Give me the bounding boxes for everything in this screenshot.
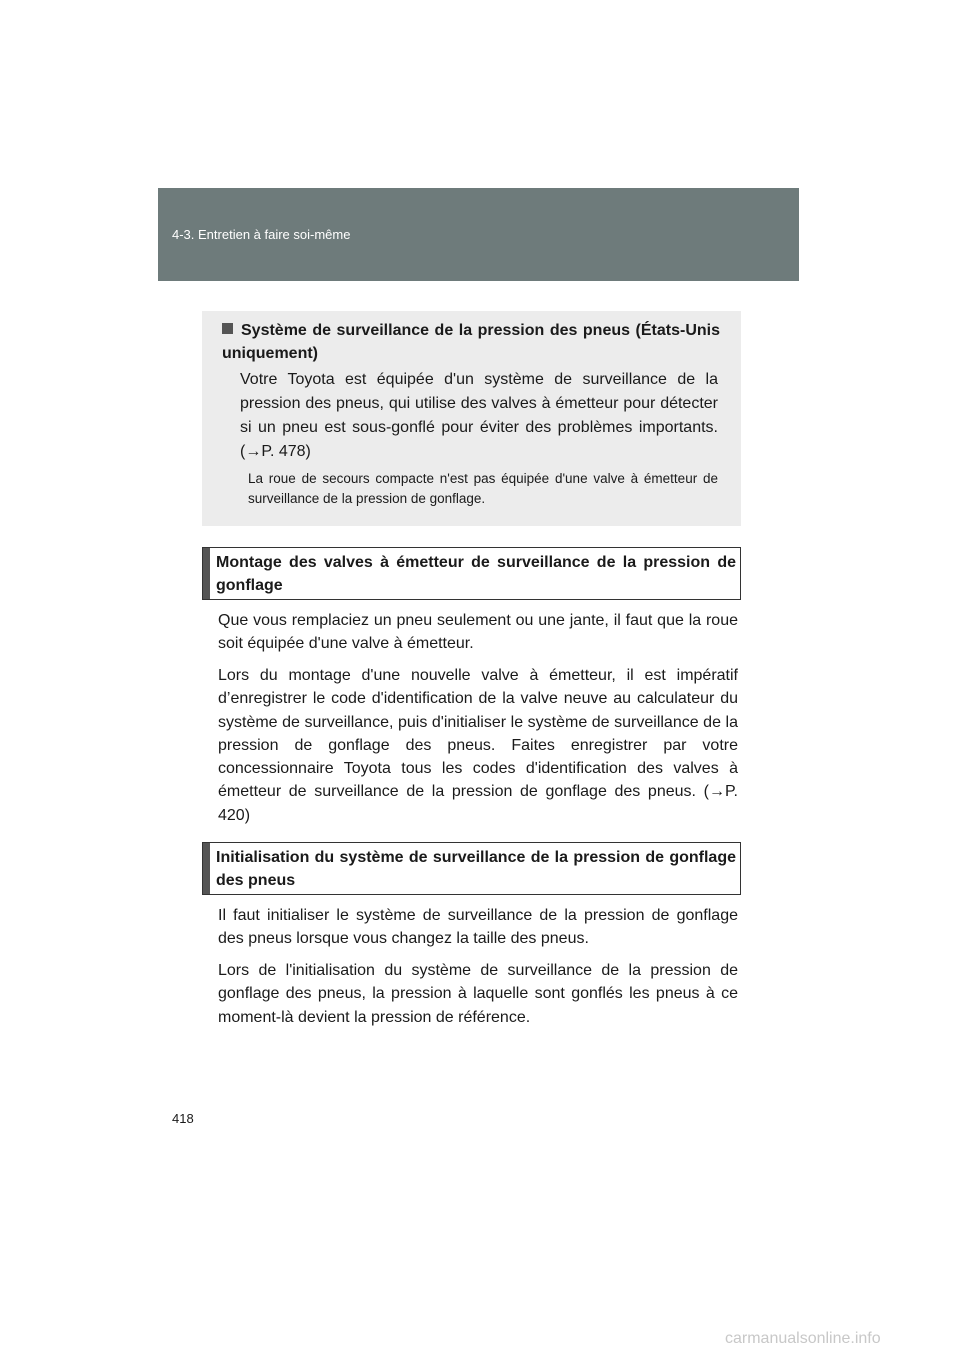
note-title-text: Système de surveillance de la pression des pneus (États-Unis uniquement) bbox=[222, 322, 720, 362]
square-bullet-icon bbox=[222, 323, 233, 334]
watermark: carmanualsonline.info bbox=[725, 1330, 881, 1347]
paragraph: Lors de l'initialisation du système de surveillance de la pression de gonflage des pneus, la pression à laquelle sont gonflés les pneus à ce moment-là devient la pression de référence. bbox=[218, 962, 738, 1026]
section-heading-bar bbox=[203, 843, 210, 894]
section-heading-text: Initialisation du système de surveillance de la pression de gonflage des pneus bbox=[216, 849, 736, 889]
page-number: 418 bbox=[172, 1111, 194, 1126]
section-heading-bar bbox=[203, 548, 210, 599]
note-small-print: La roue de secours compacte n'est pas équipée d'une valve à émetteur de surveillance de la pression de gonflage. bbox=[248, 471, 718, 506]
section-heading-initialisation bbox=[202, 842, 741, 895]
note-body: Votre Toyota est équipée d'un système de surveillance de la pression des pneus, qui utilise des valves à émetteur pour détecter si un pneu est sous-gonflé pour éviter des problèmes importants. (→P. 478) bbox=[240, 371, 718, 460]
note-title bbox=[222, 319, 720, 365]
section-breadcrumb: 4-3. Entretien à faire soi-même bbox=[172, 227, 351, 242]
paragraph: Il faut initialiser le système de surveillance de la pression de gonflage des pneus lorsque vous changez la taille des pneus. bbox=[218, 907, 738, 948]
paragraph: Que vous remplaciez un pneu seulement ou une jante, il faut que la roue soit équipée d'une valve à émetteur. bbox=[218, 612, 738, 653]
section-heading-valves bbox=[202, 547, 741, 600]
section-heading-text: Montage des valves à émetteur de surveillance de la pression de gonflage bbox=[216, 554, 736, 594]
paragraph: Lors du montage d'une nouvelle valve à émetteur, il est impératif d’enregistrer le code d'identification de la valve neuve au calculateur du système de surveillance, puis d'initialiser le système de surveillance de la pression de gonflage des pneus. Faites enregistrer par votre concessionnaire Toyota tous les codes d'identification des valves à émetteur de surveillance de la pression de gonflage des pneus. (→P. 420) bbox=[218, 667, 738, 824]
